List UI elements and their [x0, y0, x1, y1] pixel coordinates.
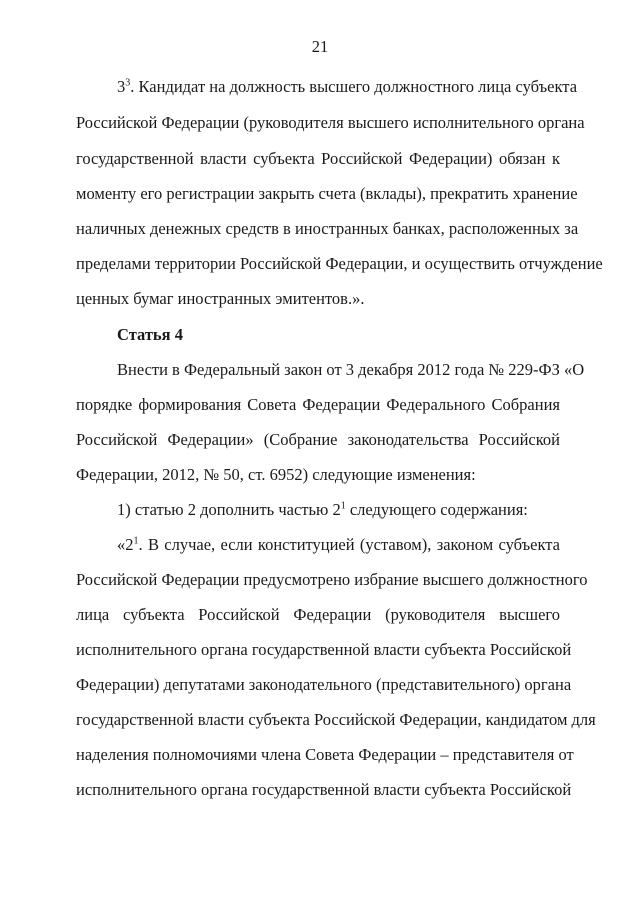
- article-intro-line-2: порядке формирования Совета Федерации Федерального Собрания: [76, 395, 560, 414]
- part-text: . В случае, если конституцией (уставом), законом субъекта: [138, 535, 560, 554]
- paragraph-3-3-line-3: государственной власти субъекта Российской Федерации) обязан к: [76, 149, 560, 168]
- paragraph-3-3-line-4: моменту его регистрации закрыть счета (вклады), прекратить хранение: [76, 184, 578, 203]
- paragraph-text: . Кандидат на должность высшего должностного лица субъекта: [130, 77, 578, 96]
- article-intro-line-4: Федерации, 2012, № 50, ст. 6952) следующие изменения:: [76, 465, 476, 484]
- part-2-1-line-1: [117, 535, 560, 555]
- paragraph-number: 3: [117, 77, 126, 96]
- part-number: «2: [117, 535, 134, 554]
- paragraph-3-3-line-1: [117, 77, 578, 97]
- paragraph-3-3-line-7: ценных бумаг иностранных эмитентов.».: [76, 289, 365, 308]
- paragraph-number-superscript: 3: [125, 77, 131, 89]
- part-2-1-line-7: наделения полномочиями члена Совета Федерации – представителя от: [76, 745, 574, 764]
- part-2-1-line-8: исполнительного органа государственной власти субъекта Российской: [76, 780, 572, 799]
- paragraph-3-3-line-6: пределами территории Российской Федерации, и осуществить отчуждение: [76, 254, 603, 273]
- page-number: 21: [311, 37, 329, 56]
- part-2-1-line-6: государственной власти субъекта Российской Федерации, кандидатом для: [76, 710, 596, 729]
- part-2-1-line-5: Федерации) депутатами законодательного (представительного) органа: [76, 675, 572, 694]
- article-intro-line-3: Российской Федерации» (Собрание законодательства Российской: [76, 430, 560, 449]
- part-2-1-line-3: лица субъекта Российской Федерации (руководителя высшего: [76, 605, 560, 624]
- article-intro-line-1: Внести в Федеральный закон от 3 декабря 2012 года № 229-ФЗ «О: [117, 360, 585, 379]
- part-2-1-line-2: Российской Федерации предусмотрено избрание высшего должностного: [76, 570, 588, 589]
- item-1-superscript: 1: [340, 500, 346, 512]
- item-1: 1) статью 2 дополнить частью $2^1$ следующего содержания:: [117, 500, 528, 519]
- part-2-1-line-4: исполнительного органа государственной власти субъекта Российской: [76, 640, 572, 659]
- paragraph-3-3-line-2: Российской Федерации (руководителя высшего исполнительного органа: [76, 113, 585, 132]
- paragraph-3-3-line-5: наличных денежных средств в иностранных банках, расположенных за: [76, 219, 579, 238]
- article-heading: Статья 4: [117, 325, 183, 344]
- part-number-superscript: 1: [133, 535, 139, 547]
